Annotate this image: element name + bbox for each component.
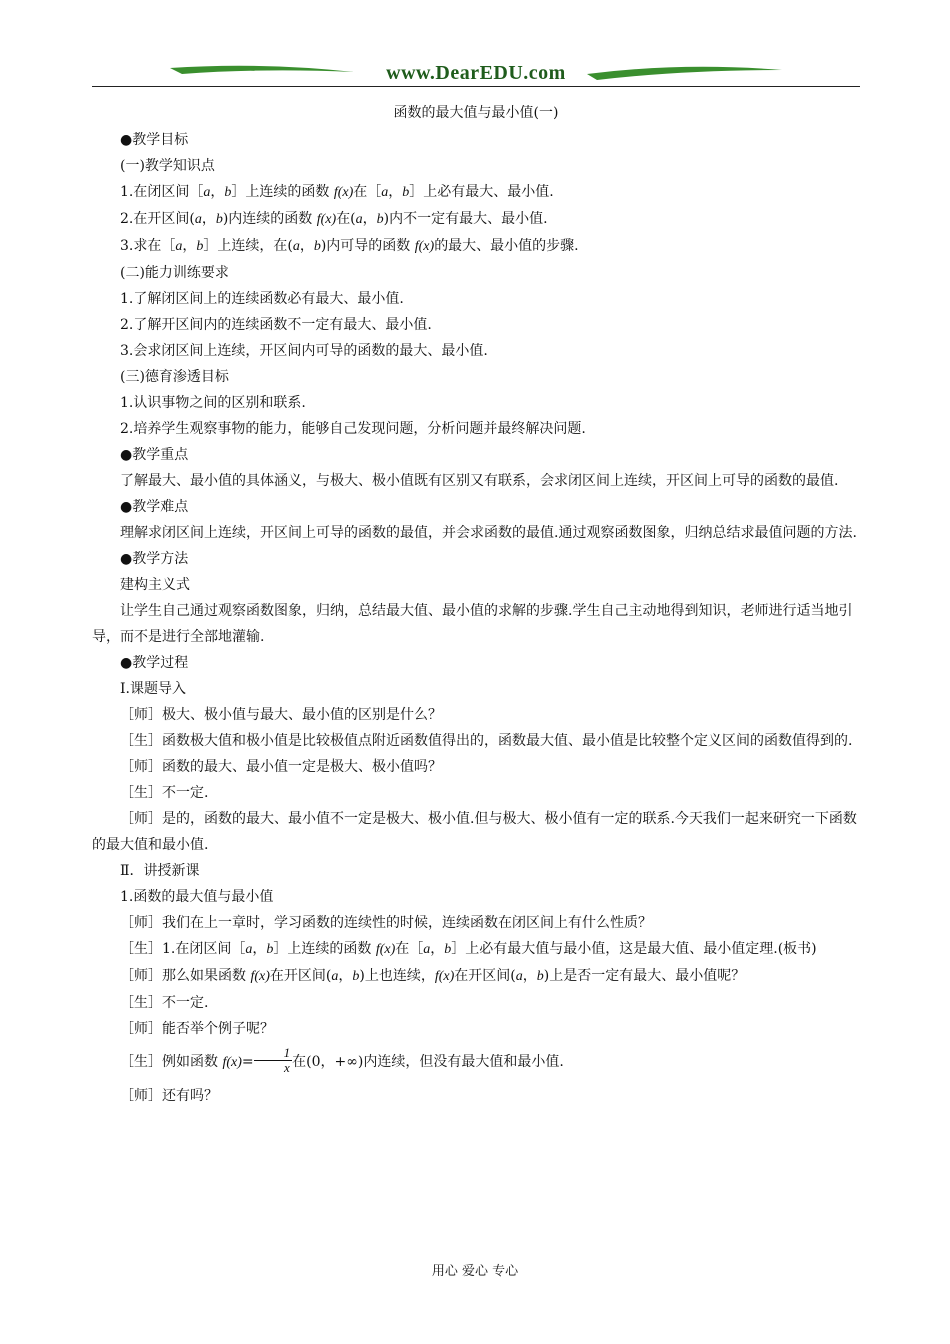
fraction-numerator: 1: [254, 1046, 293, 1061]
text-seg: ］上连续的函数: [231, 184, 334, 200]
math-b: b: [196, 239, 204, 254]
text-seg: 在(: [336, 211, 356, 227]
text-seg: ］上必有最大、最小值.: [409, 184, 554, 200]
text-seg: ［生］例如函数: [120, 1054, 223, 1070]
math-fx: f(x): [316, 212, 337, 227]
document-title: 函数的最大值与最小值(一): [393, 105, 559, 121]
intro-heading: Ⅰ.课题导入: [120, 681, 186, 697]
moral-item-2: 2.培养学生观察事物的能力，能够自己发现问题，分析问题并最终解决问题.: [120, 421, 586, 437]
dialogue-line: ［师］函数的最大、最小值一定是极大、极小值吗？: [120, 759, 442, 775]
math-fx: f(x): [414, 239, 435, 254]
math-b: b: [376, 212, 384, 227]
dialogue-line: [92, 936, 860, 963]
text-seg: 在开区间(: [454, 968, 516, 984]
text-seg: )上是否一定有最大、最小值呢？: [543, 968, 746, 984]
math-a: a: [194, 212, 202, 227]
text-seg: 3.求在［: [120, 238, 176, 254]
section-heading-difficulties: ●教学难点: [120, 499, 189, 515]
text-seg: ］上连续，在(: [203, 238, 293, 254]
text-seg: 在(0，+∞)内连续，但没有最大值和最小值.: [292, 1054, 564, 1070]
math-b: b: [224, 185, 232, 200]
math-b: b: [536, 969, 544, 984]
math-b: b: [215, 212, 223, 227]
text-seg: 在开区间(: [269, 968, 332, 984]
math-b: b: [266, 942, 274, 957]
math-b: b: [402, 185, 410, 200]
text-seg: )上也连续，: [359, 968, 435, 984]
text-seg: ，: [182, 238, 197, 254]
text-seg: ，: [299, 238, 314, 254]
dialogue-line: ［师］极大、极小值与最大、最小值的区别是什么？: [120, 707, 442, 723]
text-seg: 在［: [353, 184, 382, 200]
section-heading-process: ●教学过程: [120, 655, 189, 671]
subheading-ability: (二)能力训练要求: [120, 265, 229, 281]
text-seg: ，: [201, 211, 216, 227]
math-b: b: [444, 942, 452, 957]
document-body: [92, 101, 860, 1109]
math-fx: f(x): [434, 969, 455, 984]
key-points-text: 了解最大、最小值的具体涵义，与极大、极小值既有区别又有联系，会求闭区间上连续，开区间上可导的函数的最值.: [120, 473, 839, 489]
knowledge-item-3: [92, 233, 860, 260]
dialogue-line: ［生］不一定.: [120, 995, 209, 1011]
new-lesson-heading: Ⅱ．讲授新课: [120, 863, 200, 879]
text-seg: )内不一定有最大、最小值.: [383, 211, 548, 227]
ability-item-1: 1.了解闭区间上的连续函数必有最大、最小值.: [120, 291, 404, 307]
text-seg: ，: [522, 968, 537, 984]
fraction-denominator: x: [283, 1059, 290, 1075]
text-seg: 1.在闭区间［: [120, 184, 204, 200]
ability-item-2: 2.了解开区间内的连续函数不一定有最大、最小值.: [120, 317, 432, 333]
text-seg: =: [241, 1054, 254, 1070]
subheading-moral: (三)德育渗透目标: [120, 369, 229, 385]
new-lesson-subheading: 1.函数的最大值与最小值: [120, 889, 274, 905]
text-seg: 的最大、最小值的步骤.: [434, 238, 579, 254]
text-seg: 2.在开区间(: [120, 211, 195, 227]
math-b: b: [352, 969, 360, 984]
text-seg: ］上连续的函数: [273, 941, 376, 957]
math-fx: f(x): [222, 1055, 242, 1070]
text-seg: ，: [210, 184, 225, 200]
text-seg: )内可导的函数: [320, 238, 415, 254]
math-a: a: [423, 942, 431, 957]
text-seg: ，: [362, 211, 377, 227]
page-header: [92, 58, 860, 92]
dialogue-line: ［生］不一定.: [120, 785, 209, 801]
section-heading-key-points: ●教学重点: [120, 447, 189, 463]
math-a: a: [331, 969, 339, 984]
text-seg: ［师］那么如果函数: [120, 968, 251, 984]
text-seg: )内连续的函数: [222, 211, 317, 227]
dialogue-line: ［师］能否举个例子呢？: [120, 1021, 274, 1037]
header-rule: [92, 86, 860, 87]
moral-item-1: 1.认识事物之间的区别和联系.: [120, 395, 306, 411]
dialogue-line: [92, 963, 860, 990]
ability-item-3: 3.会求闭区间上连续，开区间内可导的函数的最大、最小值.: [120, 343, 488, 359]
text-seg: ，: [388, 184, 403, 200]
knowledge-item-2: [92, 206, 860, 233]
dialogue-line: ［师］还有吗？: [120, 1088, 218, 1104]
math-a: a: [203, 185, 211, 200]
page-footer: 用心 爱心 专心: [431, 1264, 519, 1279]
site-logo-text[interactable]: www.DearEDU.com: [386, 62, 566, 84]
math-fx: f(x): [250, 969, 270, 984]
math-a: a: [175, 239, 183, 254]
difficulties-text: 理解求闭区间上连续，开区间上可导的函数的最值，并会求函数的最值.通过观察函数图象，归纳总结求最值问题的方法.: [120, 525, 857, 541]
text-seg: ，: [430, 941, 445, 957]
math-fx: f(x): [333, 185, 354, 200]
math-a: a: [292, 239, 300, 254]
knowledge-item-1: [92, 179, 860, 206]
text-seg: ，: [252, 941, 267, 957]
dialogue-line: [92, 1042, 860, 1083]
math-b: b: [313, 239, 321, 254]
math-a: a: [245, 942, 253, 957]
math-a: a: [515, 969, 523, 984]
dialogue-line: ［师］我们在上一章时，学习函数的连续性的时候，连续函数在闭区间上有什么性质？: [120, 915, 652, 931]
math-a: a: [355, 212, 363, 227]
text-seg: 在［: [395, 941, 424, 957]
section-heading-method: ●教学方法: [120, 551, 189, 567]
text-seg: ］上必有最大值与最小值，这是最大值、最小值定理.(板书): [451, 941, 817, 957]
text-seg: ，: [338, 968, 353, 984]
subheading-knowledge: (一)教学知识点: [120, 158, 215, 174]
section-heading-goals: ●教学目标: [120, 132, 189, 148]
dialogue-line: ［生］函数极大值和极小值是比较极值点附近函数值得出的，函数最大值、最小值是比较整个定义区间的函数值得到的.: [120, 733, 853, 749]
math-a: a: [381, 185, 389, 200]
dialogue-line: ［师］是的，函数的最大、最小值不一定是极大、极小值.但与极大、极小值有一定的联系.今天我们一起来研究一下函数的最大值和最小值.: [92, 811, 857, 853]
text-seg: ［生］1.在闭区间［: [120, 941, 246, 957]
math-fx: f(x): [375, 942, 396, 957]
fraction-one-over-x: [254, 1046, 293, 1075]
method-name: 建构主义式: [120, 577, 190, 593]
method-text: 让学生自己通过观察函数图象，归纳，总结最大值、最小值的求解的步骤.学生自己主动地得到知识，老师进行适当地引导，而不是进行全部地灌输.: [92, 603, 853, 645]
